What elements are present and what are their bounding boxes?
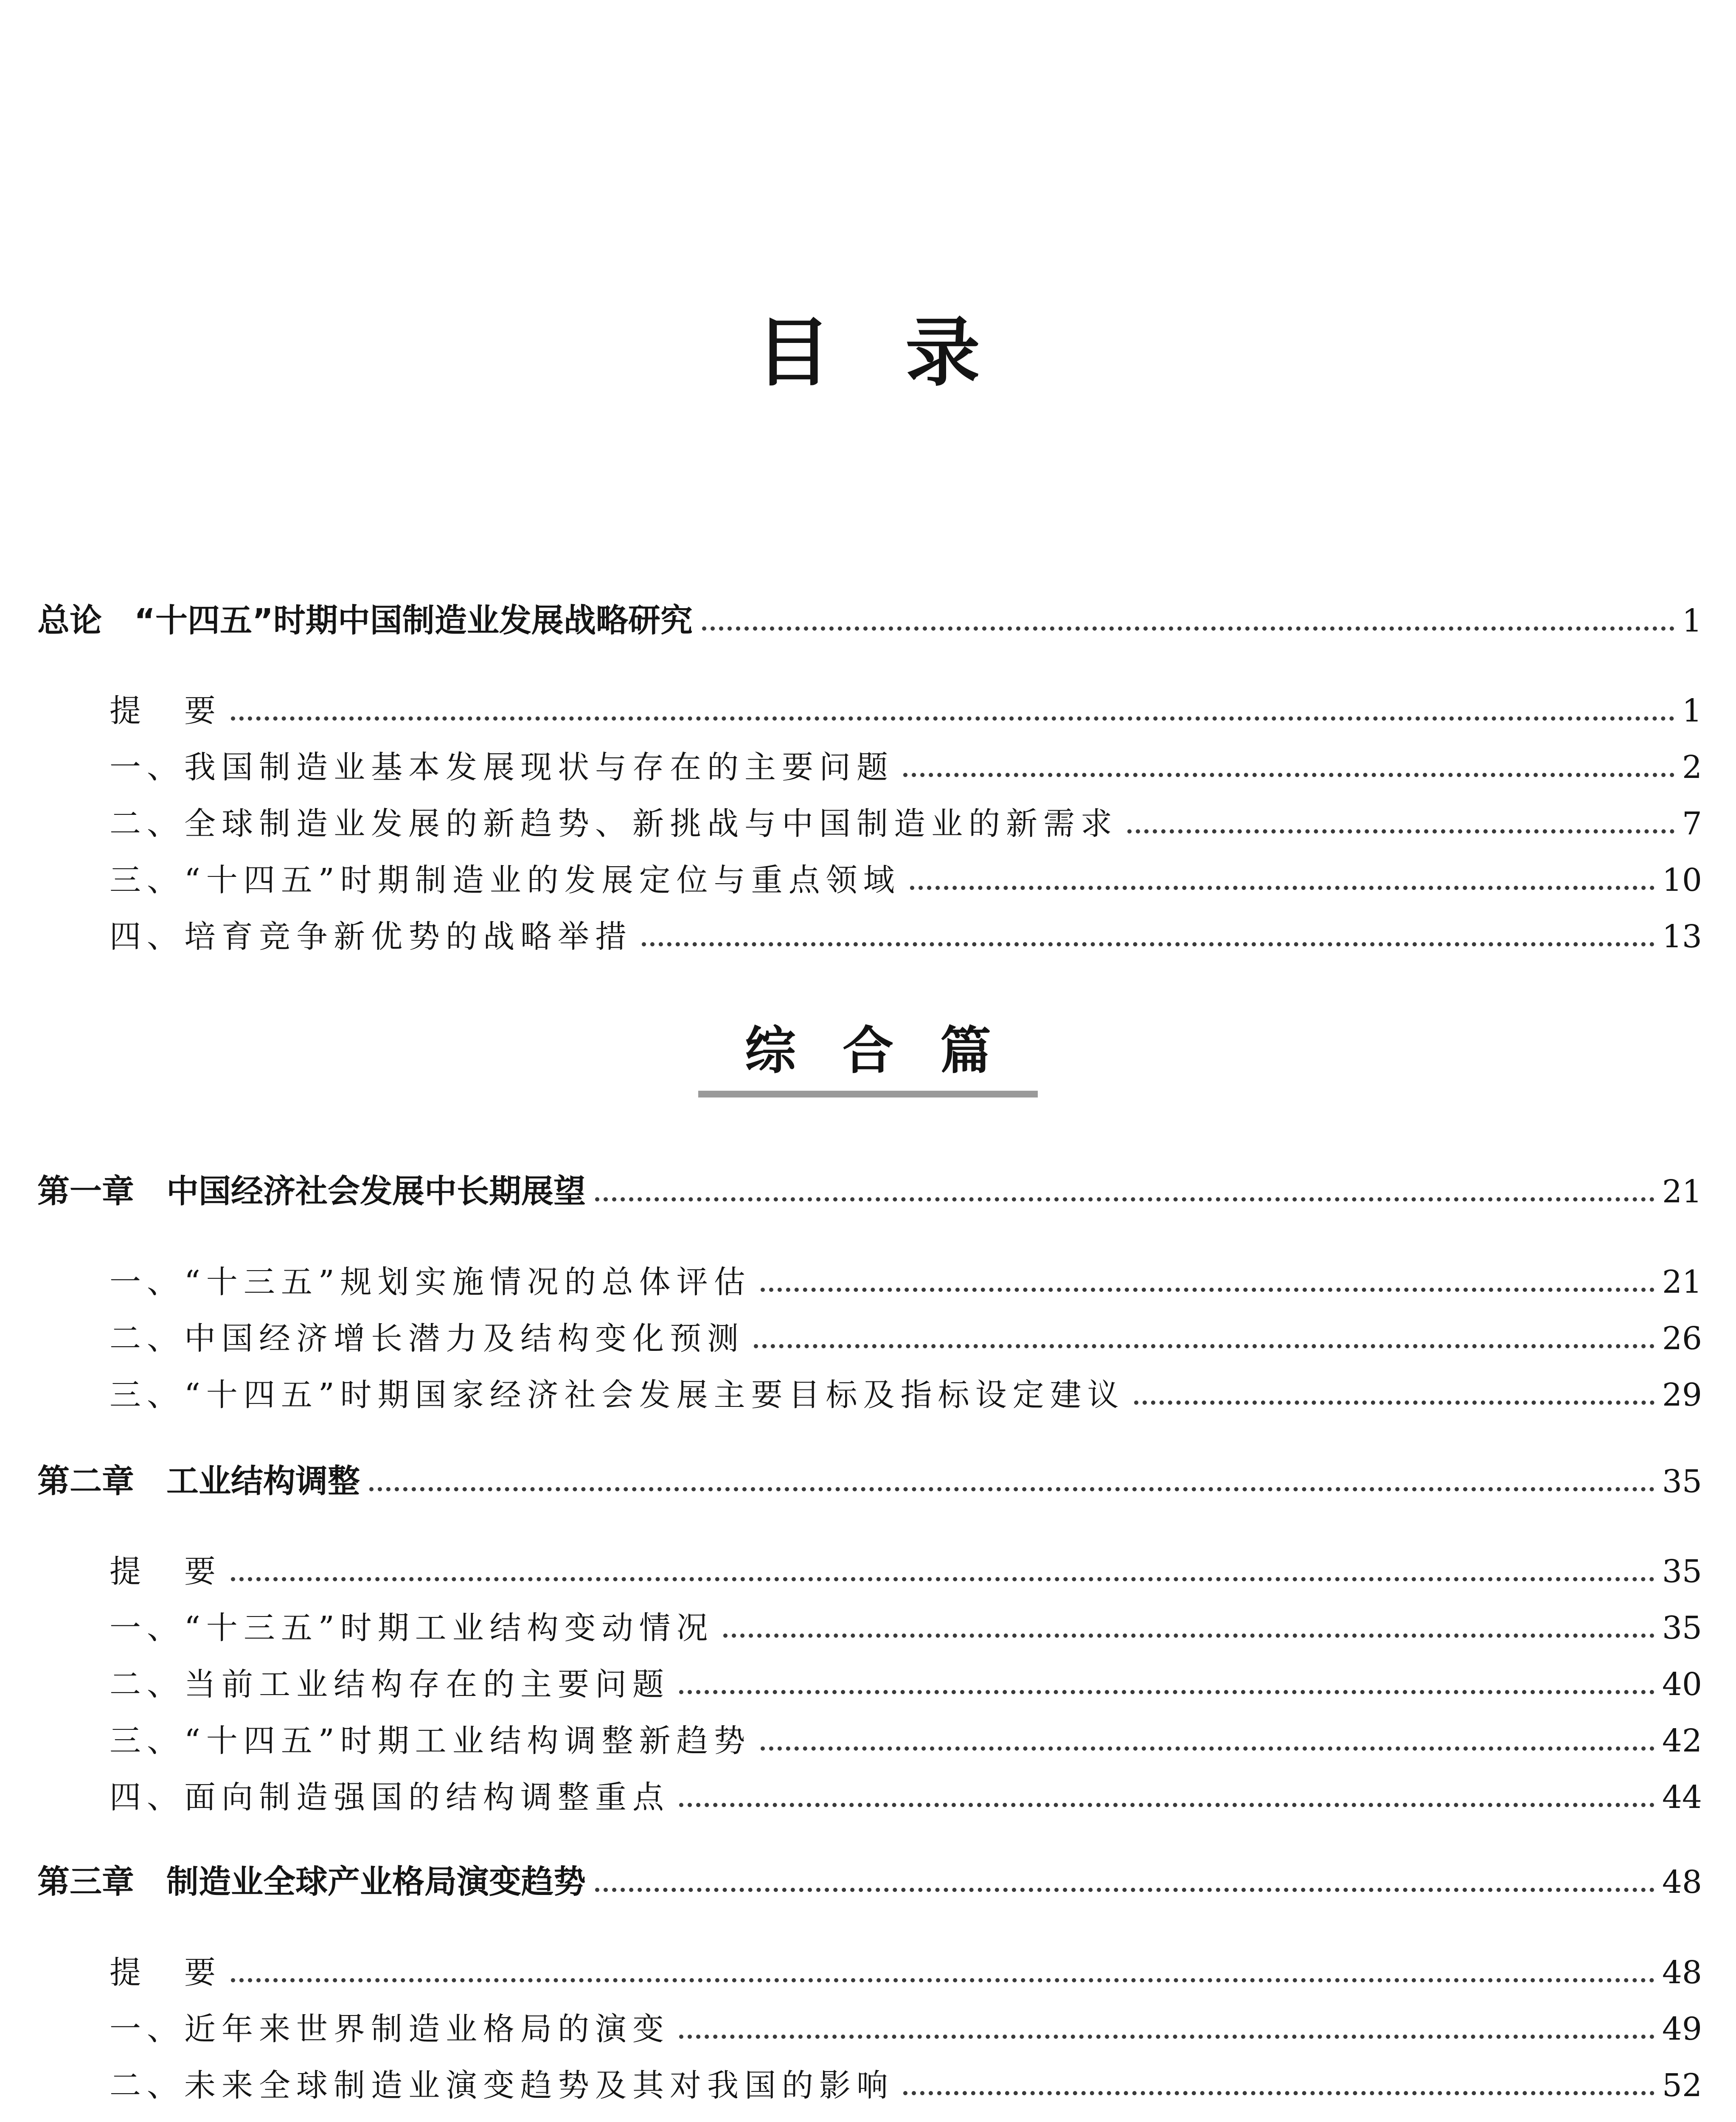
toc-entry[interactable] bbox=[110, 1658, 1702, 1703]
part-heading-text: 综合篇 bbox=[698, 1010, 1038, 1097]
toc-title-text: 目 录 bbox=[756, 309, 980, 396]
toc-entry[interactable] bbox=[110, 2059, 1702, 2104]
toc-entry-label: 一、近年来世界制造业格局的演变 bbox=[110, 2011, 670, 2047]
toc-entry-label: 三、“十四五”时期国家经济社会发展主要目标及指标设定建议 bbox=[110, 1377, 1125, 1413]
toc-page-number: 10 bbox=[1662, 862, 1702, 898]
leader-dots bbox=[910, 886, 1655, 890]
toc-entry-label: 二、全球制造业发展的新趋势、新挑战与中国制造业的新需求 bbox=[110, 806, 1118, 842]
toc-entry[interactable] bbox=[110, 1545, 1702, 1590]
toc-entry-label: 一、“十三五”规划实施情况的总体评估 bbox=[110, 1264, 751, 1300]
toc-page-number: 48 bbox=[1662, 1864, 1702, 1900]
toc-entry-label: 二、未来全球制造业演变趋势及其对我国的影响 bbox=[110, 2067, 894, 2104]
toc-entry-label: 二、当前工业结构存在的主要问题 bbox=[110, 1666, 670, 1703]
leader-dots bbox=[369, 1487, 1655, 1491]
toc-entry-label: 三、“十四五”时期制造业的发展定位与重点领域 bbox=[110, 862, 901, 898]
leader-dots bbox=[1134, 1401, 1655, 1405]
toc-page-number: 40 bbox=[1662, 1666, 1702, 1703]
toc-page-number: 7 bbox=[1682, 806, 1702, 842]
toc-entry[interactable] bbox=[110, 741, 1702, 786]
toc-entry[interactable] bbox=[110, 1714, 1702, 1757]
leader-dots bbox=[595, 1888, 1655, 1892]
toc-entry[interactable] bbox=[110, 1946, 1702, 1991]
toc-page-number: 21 bbox=[1662, 1173, 1702, 1210]
leader-dots bbox=[642, 942, 1655, 946]
toc-entry-label: 一、我国制造业基本发展现状与存在的主要问题 bbox=[110, 749, 894, 786]
toc-page-number: 42 bbox=[1662, 1723, 1702, 1759]
leader-dots bbox=[231, 1577, 1655, 1581]
toc-entry[interactable] bbox=[110, 2002, 1702, 2045]
toc-page-number: 26 bbox=[1662, 1320, 1702, 1357]
leader-dots bbox=[595, 1197, 1655, 1201]
toc-page-number: 1 bbox=[1682, 603, 1702, 639]
toc-page-number: 2 bbox=[1682, 749, 1702, 786]
toc-page-number: 35 bbox=[1662, 1610, 1702, 1646]
toc-entry-label: 提 要 bbox=[110, 1954, 222, 1991]
toc-page-number: 13 bbox=[1662, 918, 1702, 955]
toc-entry[interactable] bbox=[110, 797, 1702, 842]
toc-entry-label: 第一章 中国经济社会发展中长期展望 bbox=[37, 1172, 586, 1210]
toc-entry-heading[interactable] bbox=[37, 1165, 1702, 1210]
toc-entry-heading[interactable] bbox=[37, 1455, 1702, 1500]
leader-dots bbox=[679, 1803, 1655, 1807]
toc-entry[interactable] bbox=[110, 910, 1702, 955]
toc-entry-label: 提 要 bbox=[110, 1553, 222, 1590]
toc-entry[interactable] bbox=[110, 1771, 1702, 1816]
toc-entry[interactable] bbox=[110, 684, 1702, 727]
leader-dots bbox=[1127, 829, 1674, 834]
toc-entry[interactable] bbox=[110, 853, 1702, 896]
toc-entry-label: 第三章 制造业全球产业格局演变趋势 bbox=[37, 1863, 586, 1900]
toc-entry-label: 第二章 工业结构调整 bbox=[37, 1462, 360, 1500]
leader-dots bbox=[761, 1288, 1655, 1292]
leader-dots bbox=[679, 2035, 1655, 2039]
toc-page-number: 21 bbox=[1662, 1264, 1702, 1300]
toc-page-number: 29 bbox=[1662, 1377, 1702, 1413]
leader-dots bbox=[231, 1978, 1655, 1982]
toc-entry-heading[interactable] bbox=[37, 1855, 1702, 1898]
toc-entry-label: 一、“十三五”时期工业结构变动情况 bbox=[110, 1610, 714, 1646]
leader-dots bbox=[723, 1634, 1655, 1638]
toc-page-number: 48 bbox=[1662, 1954, 1702, 1991]
leader-dots bbox=[679, 1690, 1655, 1694]
leader-dots bbox=[231, 716, 1674, 721]
toc-entry-heading[interactable] bbox=[37, 594, 1702, 637]
leader-dots bbox=[903, 773, 1674, 777]
toc-entry-label: 四、面向制造强国的结构调整重点 bbox=[110, 1779, 670, 1816]
part-heading bbox=[0, 1010, 1736, 1097]
toc-entry[interactable] bbox=[110, 1255, 1702, 1298]
toc-entry[interactable] bbox=[110, 1312, 1702, 1357]
toc-entry-label: 三、“十四五”时期工业结构调整新趋势 bbox=[110, 1723, 751, 1759]
leader-dots bbox=[761, 1746, 1655, 1751]
toc-entry[interactable] bbox=[110, 1368, 1702, 1411]
toc-entry-label: 四、培育竞争新优势的战略举措 bbox=[110, 918, 632, 955]
toc-entry[interactable] bbox=[110, 2115, 1702, 2122]
leader-dots bbox=[903, 2091, 1655, 2095]
leader-dots bbox=[754, 1344, 1655, 1348]
toc-page-number: 1 bbox=[1682, 693, 1702, 729]
toc-entry-label: 二、中国经济增长潜力及结构变化预测 bbox=[110, 1320, 744, 1357]
toc-page-number: 35 bbox=[1662, 1463, 1702, 1500]
toc-entry[interactable] bbox=[110, 1601, 1702, 1644]
toc-page-number: 49 bbox=[1662, 2011, 1702, 2047]
leader-dots bbox=[702, 626, 1674, 631]
toc-page-number: 52 bbox=[1662, 2067, 1702, 2104]
toc-entry-label: 总论 “十四五”时期中国制造业发展战略研究 bbox=[37, 601, 693, 639]
toc-page-number: 35 bbox=[1662, 1553, 1702, 1590]
toc-title bbox=[0, 293, 1736, 400]
toc-page-number: 44 bbox=[1662, 1779, 1702, 1816]
toc-entry-label: 提 要 bbox=[110, 693, 222, 729]
